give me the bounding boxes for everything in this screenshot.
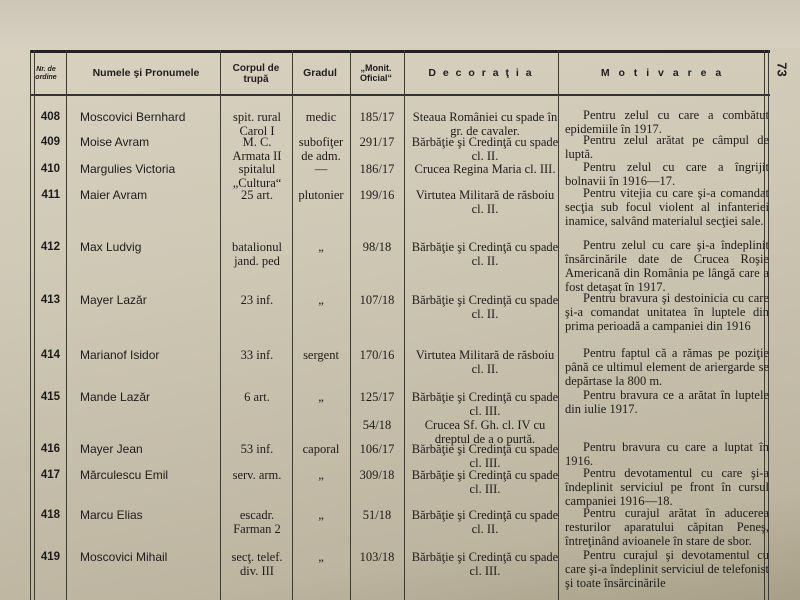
decorations-table <box>30 50 770 600</box>
row-number: 408 <box>40 111 60 123</box>
row-rank: plutonier <box>298 188 344 202</box>
row-decoration-secondary: Crucea Sf. Gh. cl. IV cu dreptul de a o purtă. <box>424 418 546 446</box>
row-unit: M. C. Armata II <box>232 135 282 163</box>
row-monitor-ref: 51/18 <box>362 508 392 522</box>
row-decoration: Bărbăţie şi Credinţă cu spade cl. III. <box>411 550 559 578</box>
row-rank: medic <box>305 110 337 124</box>
row-motivation: Pentru zelul cu care şi-a îndeplinit însărcinările date de Crucea Roşie Americană din România pe lângă care a fost detaşat în 1917. <box>565 238 769 294</box>
row-name: Marcu Elias <box>80 508 143 522</box>
row-decoration: Virtutea Militară de răsboiu cl. II. <box>415 188 555 216</box>
header-monit: „Monit. Oficial“ <box>359 63 392 83</box>
row-name: Mande Lazăr <box>80 390 151 404</box>
row-unit: spitalul „Cultura“ <box>232 162 282 190</box>
row-rank: „ <box>318 508 324 522</box>
row-motivation: Pentru curajul arătat în aducerea resturilor aparatului căpitan Peneş, întreţinând avioanele în stare de sbor. <box>565 506 769 548</box>
header-corp: Corpul de trupă <box>232 63 280 85</box>
row-name: Moscovici Bernhard <box>80 110 186 124</box>
row-number: 411 <box>41 189 60 201</box>
row-number: 417 <box>40 469 60 481</box>
row-unit: 25 art. <box>241 188 273 202</box>
row-name: Mayer Lazăr <box>80 293 147 307</box>
row-motivation: Pentru vitejia cu care şi-a comandat secţia sub focul violent al infanteriei inamice, salvând materialul secţiei sale. <box>565 186 769 228</box>
header-nume: Numele şi Pronumele <box>92 67 200 80</box>
row-number: 415 <box>40 391 60 403</box>
row-rank: „ <box>318 550 324 564</box>
row-number: 413 <box>40 294 60 306</box>
row-unit: 23 inf. <box>240 293 274 307</box>
row-decoration: Virtutea Militară de răsboiu cl. II. <box>415 348 555 376</box>
header-motivarea: M o t i v a r e a <box>600 67 725 80</box>
row-rank: „ <box>318 390 324 404</box>
column-divider <box>350 50 351 600</box>
row-name: Max Ludvig <box>80 240 142 254</box>
row-rank: „ <box>318 240 324 254</box>
row-rank: subofiţer de adm. <box>298 135 344 163</box>
row-monitor-ref: 199/16 <box>359 188 395 202</box>
row-monitor-ref: 291/17 <box>359 135 395 149</box>
row-monitor-ref: 185/17 <box>359 110 395 124</box>
row-rank: sergent <box>303 348 339 362</box>
row-decoration: Bărbăţie şi Credinţă cu spade cl. III. <box>411 442 559 470</box>
table-top-rule <box>30 50 770 53</box>
row-rank: — <box>314 162 328 176</box>
row-motivation: Pentru bravura ce a arătat în luptele din iulie 1917. <box>565 388 769 416</box>
row-unit: 6 art. <box>244 390 270 404</box>
row-unit: serv. arm. <box>232 468 282 482</box>
row-name: Moscovici Mihail <box>80 550 168 564</box>
row-number: 419 <box>40 551 60 563</box>
row-monitor-ref: 103/18 <box>359 550 395 564</box>
row-name: Mayer Jean <box>80 442 143 456</box>
column-divider <box>220 50 221 600</box>
row-unit: spit. rural Carol I <box>233 110 281 138</box>
row-motivation: Pentru zelul arătat pe câmpul de luptă. <box>565 133 769 161</box>
row-rank: caporal <box>302 442 340 456</box>
row-monitor-ref: 125/17 <box>359 390 395 404</box>
row-unit: 33 inf. <box>240 348 274 362</box>
row-name: Mărculescu Emil <box>80 468 169 482</box>
row-motivation: Pentru bravura şi destoinicia cu care şi-a comandat unitatea în luptele din prima perioadă a campaniei din 1916 <box>565 291 769 333</box>
row-decoration: Bărbăţie şi Credinţă cu spade cl. II. <box>411 135 559 163</box>
row-number: 418 <box>40 509 60 521</box>
row-number: 416 <box>40 443 60 455</box>
row-decoration: Crucea Regina Maria cl. III. <box>414 162 556 176</box>
row-unit: 53 inf. <box>240 442 274 456</box>
table-header-rule <box>30 94 770 96</box>
page-number: 73 <box>774 62 790 77</box>
row-monitor-ref: 106/17 <box>359 442 395 456</box>
column-divider <box>404 50 405 600</box>
row-decoration: Bărbăţie şi Credinţă cu spade cl. II. <box>411 293 559 321</box>
row-decoration: Bărbăţie şi Credinţă cu spade cl. II. <box>411 240 559 268</box>
row-number: 410 <box>40 163 60 175</box>
row-number: 414 <box>40 349 60 361</box>
row-motivation: Pentru zelul cu care a combătut epidemiile în 1917. <box>565 108 769 136</box>
row-decoration: Bărbăţie şi Credinţă cu spade cl. II. <box>411 508 559 536</box>
row-motivation: Pentru bravura cu care a luptat în 1916. <box>565 440 769 468</box>
row-name: Moise Avram <box>80 135 150 149</box>
row-unit: escadr. Farman 2 <box>233 508 281 536</box>
row-rank: „ <box>318 468 324 482</box>
row-number: 409 <box>40 136 60 148</box>
row-unit: batalionul jand. ped <box>232 240 282 268</box>
row-monitor-ref: 170/16 <box>359 348 395 362</box>
row-monitor-ref-secondary: 54/18 <box>362 418 392 432</box>
row-monitor-ref: 309/18 <box>359 468 395 482</box>
row-monitor-ref: 98/18 <box>362 240 392 254</box>
row-rank: „ <box>318 293 324 307</box>
header-nr: Nr. de ordine <box>35 66 57 81</box>
page-top-margin <box>0 0 800 48</box>
header-decoratia: D e c o r a ţ i a <box>428 67 534 80</box>
column-divider <box>66 50 67 600</box>
header-grad: Gradul <box>303 67 337 80</box>
row-motivation: Pentru faptul că a rămas pe poziţie până ce ultimul element de ariergarde se depărtase la 800 m. <box>565 346 769 388</box>
row-decoration: Bărbăţie şi Credinţă cu spade cl. III. <box>411 468 559 496</box>
row-unit: secţ. telef. div. III <box>231 550 283 578</box>
row-motivation: Pentru curajul şi devotamentul cu care şi-a îndeplinit serviciul de telefonist şi toate însărcinările <box>565 548 769 590</box>
row-monitor-ref: 186/17 <box>359 162 395 176</box>
row-number: 412 <box>40 241 60 253</box>
row-decoration: Steaua României cu spade în gr. de cavaler. <box>412 110 558 138</box>
row-name: Maier Avram <box>80 188 148 202</box>
row-name: Margulies Victoria <box>80 162 176 176</box>
row-motivation: Pentru devotamentul cu care şi-a îndeplinit serviciul pe front în cursul campaniei 1916—18. <box>565 466 769 508</box>
row-name: Marianof Isidor <box>80 348 160 362</box>
row-decoration: Bărbăţie şi Credinţă cu spade cl. III. <box>411 390 559 418</box>
row-motivation: Pentru zelul cu care a îngrijit bolnavii în 1916—17. <box>565 160 769 188</box>
row-monitor-ref: 107/18 <box>359 293 395 307</box>
